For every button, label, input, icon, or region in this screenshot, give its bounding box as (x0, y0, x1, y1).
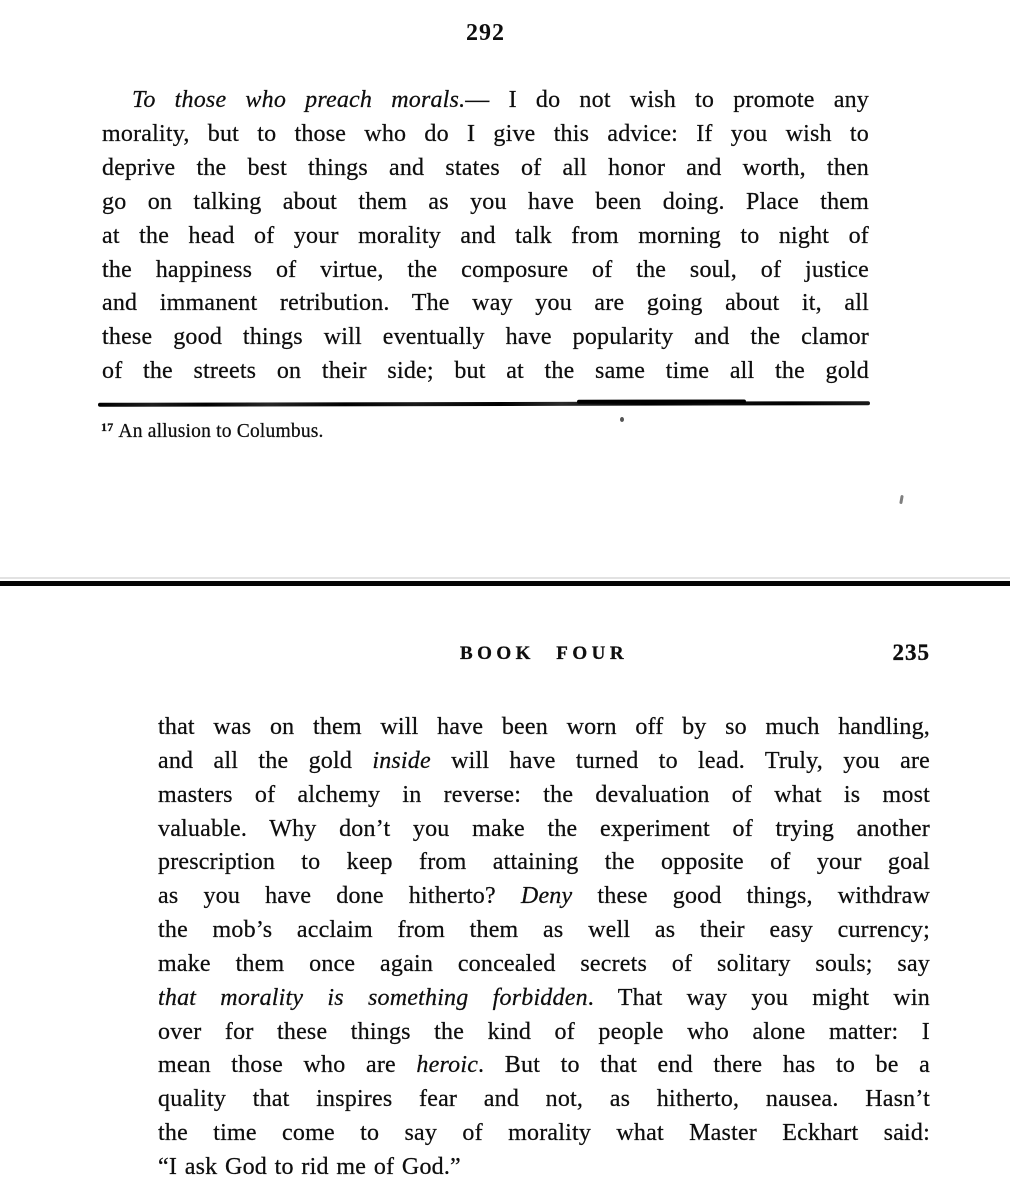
body-text: of the streets on their side; but at the same time all the gold (102, 358, 869, 385)
footnote-text: An allusion to Columbus. (118, 421, 324, 442)
top-page-paragraph (102, 84, 869, 389)
text-line (158, 1117, 930, 1151)
body-text: these good things will eventually have popularity and the clamor (102, 324, 869, 351)
text-line (158, 1049, 930, 1083)
body-text: morality, but to those who do I give this advice: If you wish to (102, 120, 869, 147)
body-text: over for these things the kind of people who alone matter: I (158, 1018, 930, 1045)
text-line (102, 118, 869, 152)
text-line (158, 779, 930, 813)
text-line (158, 813, 930, 847)
text-line (102, 321, 869, 355)
text-line (102, 186, 869, 220)
body-text: deprive the best things and states of all honor and worth, then (102, 154, 869, 181)
text-line (158, 880, 930, 914)
page-divider (0, 581, 1010, 586)
body-text: prescription to keep from attaining the opposite of your goal (158, 849, 930, 876)
footnote-marker: 17 (101, 420, 114, 434)
body-text: — I do not wish to promote any (465, 87, 869, 113)
text-line (102, 152, 869, 186)
text-line (102, 220, 869, 254)
body-text: make them once again concealed secrets of solitary souls; say (158, 950, 930, 977)
bottom-page-paragraph (158, 711, 930, 1185)
text-line (102, 355, 869, 389)
body-text: these good things, withdraw (572, 883, 931, 910)
body-text: go on talking about them as you have been doing. Place them (102, 188, 869, 215)
body-text: that was on them will have been worn off by so much handling, (158, 714, 930, 740)
running-header-title: BOOK FOUR (459, 643, 629, 664)
text-line (158, 982, 930, 1016)
body-text: the happiness of virtue, the composure of the soul, of justice (102, 256, 869, 283)
text-line (158, 948, 930, 982)
italic-text: heroic (416, 1052, 479, 1079)
body-text: the time come to say of morality what Master Eckhart said: (158, 1120, 930, 1147)
scan-speck (899, 495, 904, 504)
section-number: 292 (466, 20, 505, 46)
body-text: at the head of your morality and talk from morning to night of (102, 222, 869, 249)
text-line (102, 287, 869, 321)
body-text: . But to that end there has to be a (478, 1052, 931, 1079)
body-text: will have turned to lead. Truly, you are (430, 747, 931, 774)
body-text: and all the gold (158, 747, 373, 774)
body-text: “I ask God to rid me of God.” (158, 1153, 461, 1180)
text-line (102, 84, 869, 118)
body-text: valuable. Why don’t you make the experiment of trying another (158, 815, 930, 842)
text-line (158, 711, 930, 745)
body-text: masters of alchemy in reverse: the devaluation of what is most (158, 781, 930, 808)
page-number: 235 (892, 640, 930, 665)
text-line (158, 1151, 930, 1185)
body-text: quality that inspires fear and not, as hitherto, nausea. Hasn’t (158, 1086, 930, 1113)
italic-text: that morality is something forbidden (158, 984, 588, 1011)
body-text: . That way you might win (587, 984, 930, 1011)
text-line (158, 846, 930, 880)
footnote (101, 421, 324, 443)
italic-text: Deny (520, 883, 573, 910)
text-line (158, 1083, 930, 1117)
text-line (158, 745, 930, 779)
body-text: mean those who are (158, 1052, 417, 1079)
text-line (158, 1016, 930, 1050)
body-text: as you have done hitherto? (158, 883, 521, 910)
text-line (158, 914, 930, 948)
running-header (158, 641, 930, 667)
scan-speck (620, 417, 624, 422)
text-line (102, 254, 869, 288)
italic-text: To those who preach morals. (132, 87, 466, 113)
footnote-rule (98, 401, 870, 407)
body-text: the mob’s acclaim from them as well as their easy currency; (158, 917, 930, 944)
italic-text: inside (372, 747, 431, 774)
body-text: and immanent retribution. The way you are going about it, all (102, 290, 869, 317)
